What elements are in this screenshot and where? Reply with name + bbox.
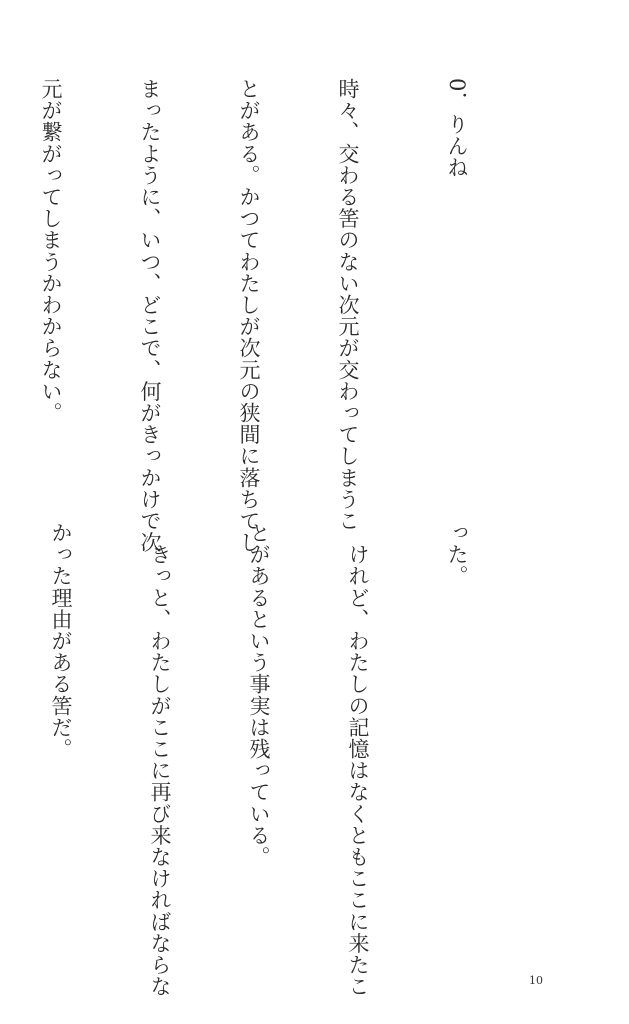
text-line: 時々、交わる筈のない次元が交わってしまうこ bbox=[336, 78, 360, 532]
text-line: 元が繋がってしまうかわからない。 bbox=[39, 78, 63, 424]
chapter-title: 0．りんね bbox=[445, 78, 469, 179]
text-line: けれど、わたしの記憶はなくともここに来たこ bbox=[346, 522, 370, 998]
upper-text-block bbox=[39, 78, 539, 554]
page-number: 10 bbox=[529, 974, 543, 987]
text-line: った。 bbox=[445, 522, 469, 587]
text-line: とがあるという事実は残っている。 bbox=[247, 522, 271, 868]
text-line: まったように、いつ、どこで、何がきっかけで次 bbox=[138, 78, 162, 554]
text-line: とがある。かつてわたしが次元の狭間に落ちてし bbox=[237, 78, 261, 554]
text-line: かった理由がある筈だ。 bbox=[49, 522, 73, 760]
text-line: きっと、わたしがここに再び来なければならな bbox=[148, 522, 172, 998]
